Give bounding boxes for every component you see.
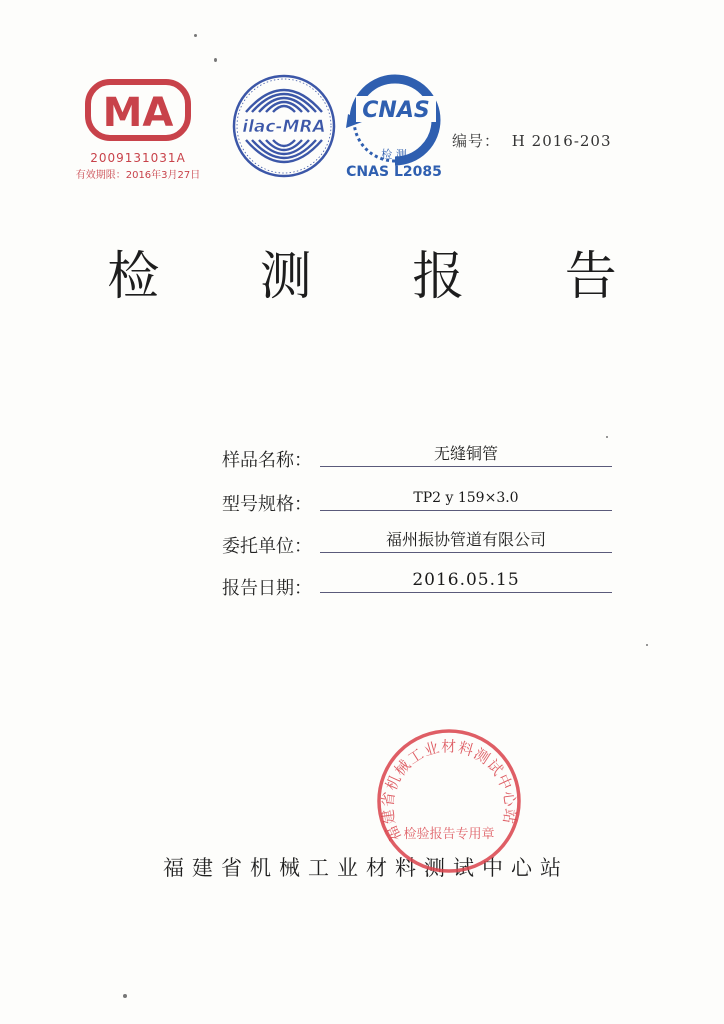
sample-name-value: 无缝铜管 [320,444,612,467]
scan-speck [214,58,217,62]
ilac-mra-logo [232,72,336,180]
cma-logo [62,78,214,190]
issuer-seal [374,726,524,876]
cnas-subtitle: 检 测 [381,148,407,161]
issuer-name: 福建省机械工业材料测试中心站 [163,856,569,880]
seal-center-text: 检验报告专用章 [403,827,495,842]
client-value: 福州振协管道有限公司 [320,530,612,553]
sample-name-label: 样品名称： [222,450,312,471]
report-date-label: 报告日期： [222,578,312,599]
model-spec-value: TP2 y 159×3.0 [320,488,612,511]
report-number [452,130,612,151]
client-label: 委托单位： [222,536,312,557]
cnas-logo [340,66,450,182]
scan-speck [123,994,127,998]
seal-ring-text: 福建省机械工业材料测试中心站 [378,737,520,845]
ilac-mra-logo-text: ilac-MRA [242,117,326,137]
cma-validity-text: 有效期限：2016年3月27日 [75,170,201,181]
document-title: 检 测 报 告 [107,247,659,307]
scan-speck [194,34,197,37]
cma-cert-number: 2009131031A [90,151,186,165]
report-number-value: H 2016-203 [511,132,612,150]
scan-speck [646,644,648,646]
scan-speck [606,436,608,438]
report-date-value: 2016.05.15 [320,570,612,593]
report-number-label: 编号： [452,132,501,150]
cma-logo-text: MA [102,90,174,136]
cnas-logo-text: CNAS [362,98,430,123]
model-spec-label: 型号规格： [222,494,312,515]
cnas-code: CNAS L2085 [346,164,442,180]
